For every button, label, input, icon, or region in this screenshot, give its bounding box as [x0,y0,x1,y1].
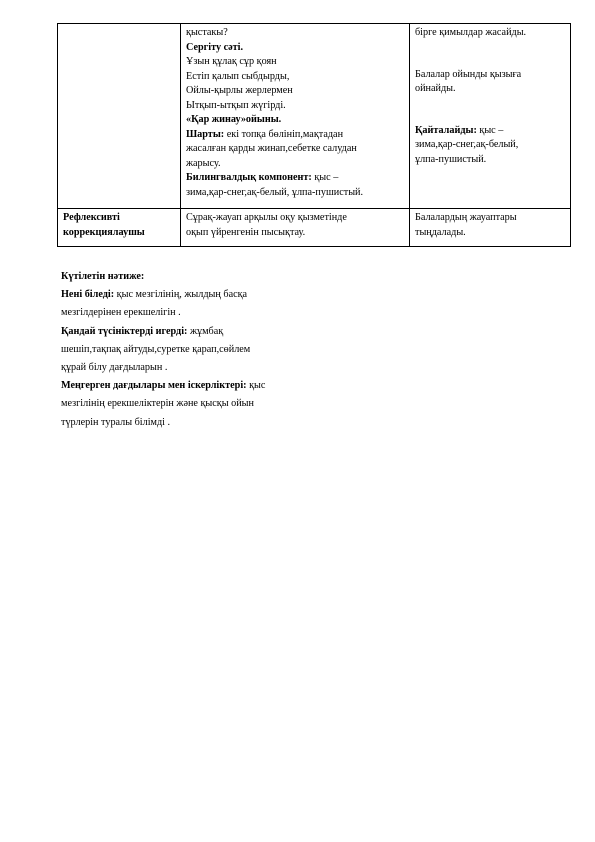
rules-line: жарысу. [186,157,221,169]
children-activity-cell [410,24,571,209]
skills-line: шешіп,тақпақ айтуды,суретке қарап,сөйлем [61,343,251,355]
rules-line: жасалған қарды жинап,себетке салудан [186,143,357,154]
poem-line: Ұзын құлақ сұр қоян [186,56,277,67]
knowledge-text: қыс мезгілінің, жылдың басқа [114,289,248,301]
repeat-text: қыс – [476,124,504,136]
text-line: бірге қимылдар жасайды. [415,27,527,38]
bilingual-text: қыс – [311,172,339,183]
knowledge-label: Нені біледі: [61,289,115,301]
expected-results [61,268,321,432]
abilities-line: мезгілінің ерекшеліктерін және қысқы ойын [61,398,254,410]
expected-title: Күтілетін нәтиже: [61,271,145,282]
text-line: ойнайды. [415,83,456,94]
table-row [58,209,571,247]
game-title: Сергіту сәті. [186,41,244,53]
stage-cell [58,209,181,247]
teacher-activity-cell [181,209,410,247]
skills-label: Қандай түсініктерді игерді: [61,325,188,337]
bilingual-label: Билингвалдық компонент: [186,172,312,183]
bilingual-line: зима,қар-снег,ақ-белый, ұлпа-пушистый. [186,186,364,198]
abilities-line: түрлерін туралы білімді . [61,416,171,428]
skills-line: құрай білу дағдыларын . [61,362,168,374]
table-row [58,24,571,209]
stage-label: Рефлексивті [63,212,120,223]
poem-line: Ойлы-қырлы жерлермен [186,85,293,96]
abilities-label: Меңгерген дағдылары мен іскерліктері: [61,380,247,392]
rules-line [186,128,405,143]
text-line: оқып үйренгенін пысықтау. [186,226,306,238]
repeat-label: Қайталайды: [415,124,477,136]
repeat-line: ұлпа-пушистый. [415,153,487,165]
bilingual-line [186,171,405,186]
text-line: Балалардың жауаптары [415,212,517,223]
abilities-line [61,377,321,395]
text-line: тыңдалады. [415,226,466,238]
lesson-plan-table [57,23,571,247]
game-title: «Қар жинау»ойыны. [186,114,282,125]
stage-label: коррекциялаушы [63,226,145,238]
repeat-line: зима,қар-снег,ақ-белый, [415,139,519,150]
poem-line: Ытқып-ытқып жүгірді. [186,99,286,111]
children-activity-cell [410,209,571,247]
poem-line: Естіп қалып сыбдырды, [186,70,290,82]
skills-text: жұмбақ [187,325,224,337]
knowledge-line: мезгілдерінен ерекшелігін . [61,307,181,319]
rules-label: Шарты: [186,128,225,140]
abilities-text: қыс [246,380,266,392]
repeat-line [415,124,566,139]
knowledge-line [61,286,321,304]
teacher-activity-cell [181,24,410,209]
text-line: қыстакы? [186,27,228,38]
text-line: Балалар ойынды қызыға [415,68,522,80]
skills-line [61,323,321,341]
rules-text: екі топқа бөлініп,мақтадан [224,128,344,140]
stage-cell [58,24,181,209]
text-line: Сұрақ-жауап арқылы оқу қызметінде [186,212,347,223]
